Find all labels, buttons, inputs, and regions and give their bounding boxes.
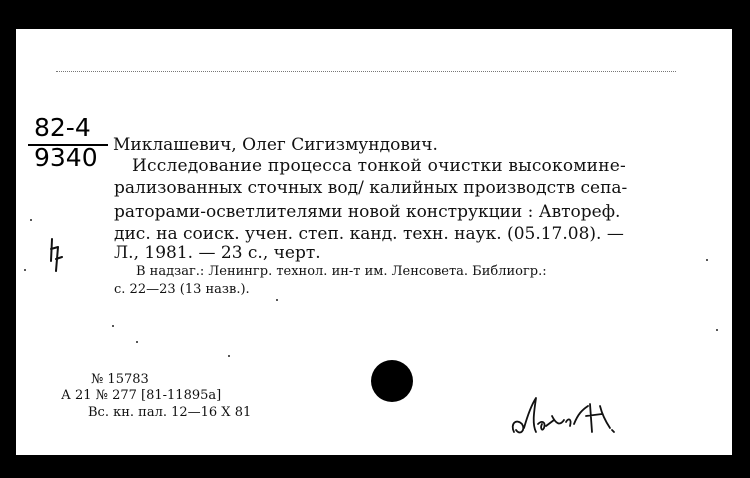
registration-line: Вс. кн. пал. 12—16 X 81 bbox=[88, 405, 252, 420]
note-line-1: В надзаг.: Ленингр. технол. ин-т им. Ленсовета. Библиогр.: bbox=[136, 264, 547, 279]
dust-speck bbox=[228, 355, 230, 357]
scan-dust-line bbox=[56, 71, 676, 73]
author-heading: Миклашевич, Олег Сигизмундович. bbox=[113, 135, 438, 155]
imprint-line: Л., 1981. — 23 с., черт. bbox=[114, 243, 321, 263]
dust-speck bbox=[112, 325, 114, 327]
title-line-1: Исследование процесса тонкой очистки высокомине- bbox=[132, 156, 626, 176]
handwritten-margin-mark bbox=[46, 235, 68, 273]
dust-speck bbox=[30, 219, 32, 221]
title-line-4: дис. на соиск. учен. степ. канд. техн. наук. (05.17.08). — bbox=[114, 224, 624, 244]
title-line-2: рализованных сточных вод/ калийных производств сепа- bbox=[114, 178, 628, 198]
accession-code: А 21 № 277 [81-11895а] bbox=[61, 388, 222, 403]
call-number-bottom: 9340 bbox=[34, 143, 98, 172]
note-line-2: с. 22—23 (13 назв.). bbox=[114, 282, 250, 297]
dust-speck bbox=[24, 269, 26, 271]
dust-speck bbox=[716, 329, 718, 331]
dust-speck bbox=[706, 259, 708, 261]
punch-hole bbox=[371, 360, 413, 402]
accession-number: № 15783 bbox=[91, 372, 149, 387]
dust-speck bbox=[136, 341, 138, 343]
call-number-top: 82-4 bbox=[34, 113, 91, 142]
dust-speck bbox=[276, 299, 278, 301]
title-line-3: раторами-осветлителями новой конструкции : Автореф. bbox=[114, 202, 621, 222]
handwritten-signature bbox=[506, 384, 636, 444]
catalog-card bbox=[16, 29, 732, 455]
